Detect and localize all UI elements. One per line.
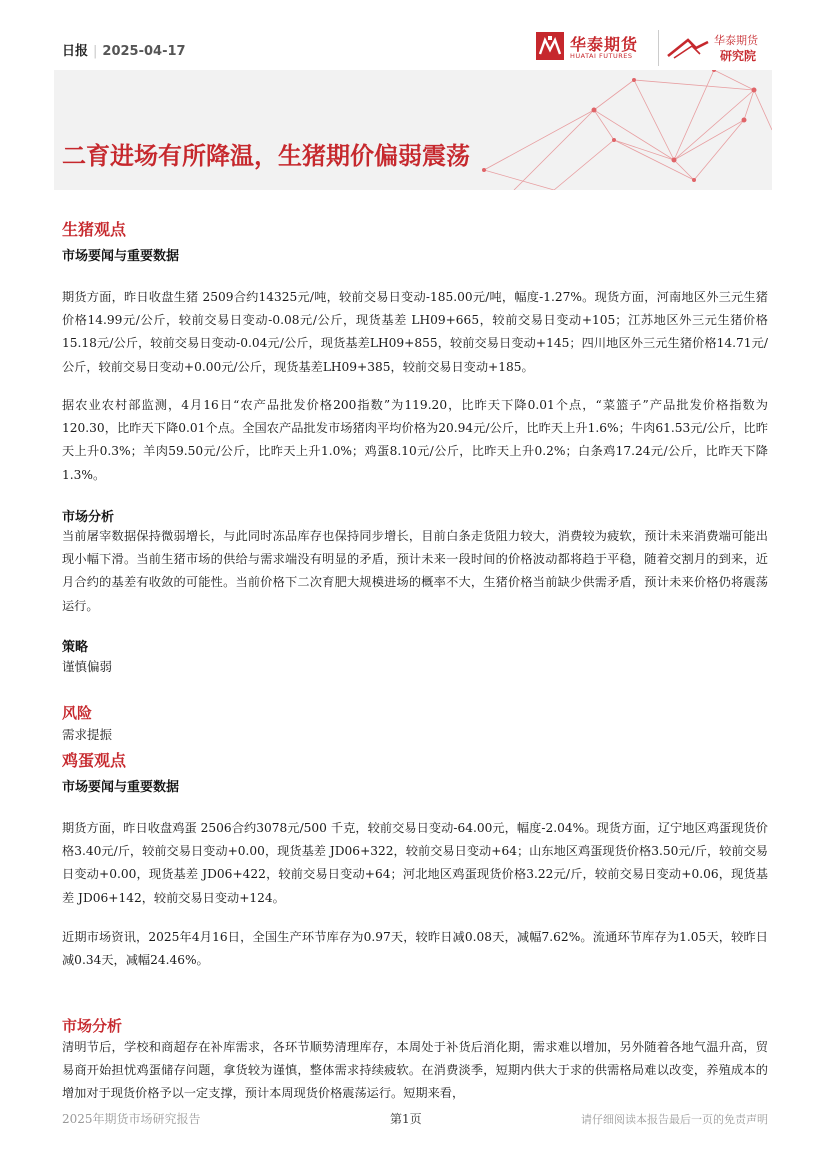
network-decoration xyxy=(54,70,772,190)
egg-analysis-heading: 市场分析 xyxy=(62,1017,123,1035)
footer-report-name: 2025年期货市场研究报告 xyxy=(62,1112,201,1126)
page-footer xyxy=(62,1110,768,1130)
title-banner xyxy=(54,70,772,190)
huatai-logo xyxy=(536,30,656,64)
footer-disclaimer: 请仔细阅读本报告最后一页的免责声明 xyxy=(581,1113,768,1126)
egg-news-paragraph-1: 期货方面，昨日收盘鸡蛋 2506合约3078元/500 千克，较前交易日变动-64.00元，幅度-2.04%。现货方面，辽宁地区鸡蛋现货价格3.40元/斤，较前交易日变动+0.00，现货基差 JD06+322，较前交易日变动+64；山东地区鸡蛋现货价格3.50元/斤，较前交易日变动+0.00，现货基差 JD06+422，较前交易日变动+64；河北地区鸡蛋现货价格3.22元/斤，较前交易日变动+0.06，现货基差 JD06+142，较前交易日变动+124。 xyxy=(62,821,768,905)
hog-strategy-text: 谨慎偏弱 xyxy=(62,659,113,674)
logo-cn: 华泰期货 xyxy=(570,35,639,54)
institute-line1: 华泰期货 xyxy=(714,34,758,47)
hog-analysis-heading: 市场分析 xyxy=(62,510,115,525)
egg-analysis-paragraph: 清明节后，学校和商超存在补库需求，各环节顺势清理库存，本周处于补货后消化期，需求难以增加，另外随着各地气温升高，贸易商开始担忧鸡蛋储存问题，拿货较为谨慎，整体需求持续疲软。在消费淡季，短期内供大于求的供需格局难以改变，养殖成本的增加对于现货价格予以一定支撑，预计本周现货价格震荡运行。短期来看， xyxy=(62,1040,768,1101)
report-title: 二育进场有所降温，生猪期价偏弱震荡 xyxy=(62,142,470,170)
report-date: 2025-04-17 xyxy=(102,44,186,59)
egg-heading: 鸡蛋观点 xyxy=(62,751,127,770)
institute-logo xyxy=(666,30,776,66)
hog-news-heading: 市场要闻与重要数据 xyxy=(62,249,180,264)
hog-risk-text: 需求提振 xyxy=(62,727,113,742)
institute-line2: 研究院 xyxy=(720,49,757,63)
hog-strategy-heading: 策略 xyxy=(62,640,89,655)
hog-risk-heading: 风险 xyxy=(62,704,93,722)
huatai-logo-icon xyxy=(536,32,564,60)
logo-en: HUATAI FUTURES xyxy=(570,52,633,60)
hog-heading: 生猪观点 xyxy=(62,220,127,239)
logo-divider xyxy=(658,30,659,66)
hog-news-paragraph-2: 据农业农村部监测，4月16日“农产品批发价格200指数”为119.20，比昨天下降0.01个点，“菜篮子”产品批发价格指数为120.30，比昨天下降0.01个点。全国农产品批发市场猪肉平均价格为20.94元/公斤，比昨天上升1.6%；牛肉61.53元/公斤，比昨天上升0.3%；羊肉59.50元/公斤，比昨天上升1.0%；鸡蛋8.10元/公斤，比昨天上升0.2%；白条鸡17.24元/公斤，比昨天下降1.3%。 xyxy=(62,398,768,482)
hog-news-paragraph-1: 期货方面，昨日收盘生猪 2509合约14325元/吨，较前交易日变动-185.00元/吨，幅度-1.27%。现货方面，河南地区外三元生猪价格14.99元/公斤，较前交易日变动-0.08元/公斤，现货基差 LH09+665，较前交易日变动+105；江苏地区外三元生猪价格 15.18元/公斤，较前交易日变动-0.04元/公斤，现货基差LH09+855，较前交易日变动+145；四川地区外三元生猪价格14.71元/公斤，较前交易日变动+0.00元/公斤，现货基差LH09+385，较前交易日变动+185。 xyxy=(62,290,768,374)
report-type: 日报 xyxy=(62,44,89,59)
egg-news-heading: 市场要闻与重要数据 xyxy=(62,780,180,795)
report-meta: 日报 | 2025-04-17 xyxy=(62,44,186,59)
page-number: 第1页 xyxy=(390,1112,422,1126)
hog-analysis-paragraph: 当前屠宰数据保持微弱增长，与此同时冻品库存也保持同步增长，目前白条走货阻力较大，消费较为疲软，预计未来消费端可能出现小幅下滑。当前生猪市场的供给与需求端没有明显的矛盾，预计未来一段时间的价格波动都将趋于平稳，随着交割月的到来，近月合约的基差有收敛的可能性。当前价格下二次育肥大规模进场的概率不大，生猪价格当前缺少供需矛盾，预计未来价格仍将震荡运行。 xyxy=(62,529,768,613)
institute-logo-icon xyxy=(666,36,710,62)
egg-news-paragraph-2: 近期市场资讯，2025年4月16日，全国生产环节库存为0.97天，较昨日减0.08天，减幅7.62%。流通环节库存为1.05天，较昨日减0.34天，减幅24.46%。 xyxy=(62,930,768,968)
